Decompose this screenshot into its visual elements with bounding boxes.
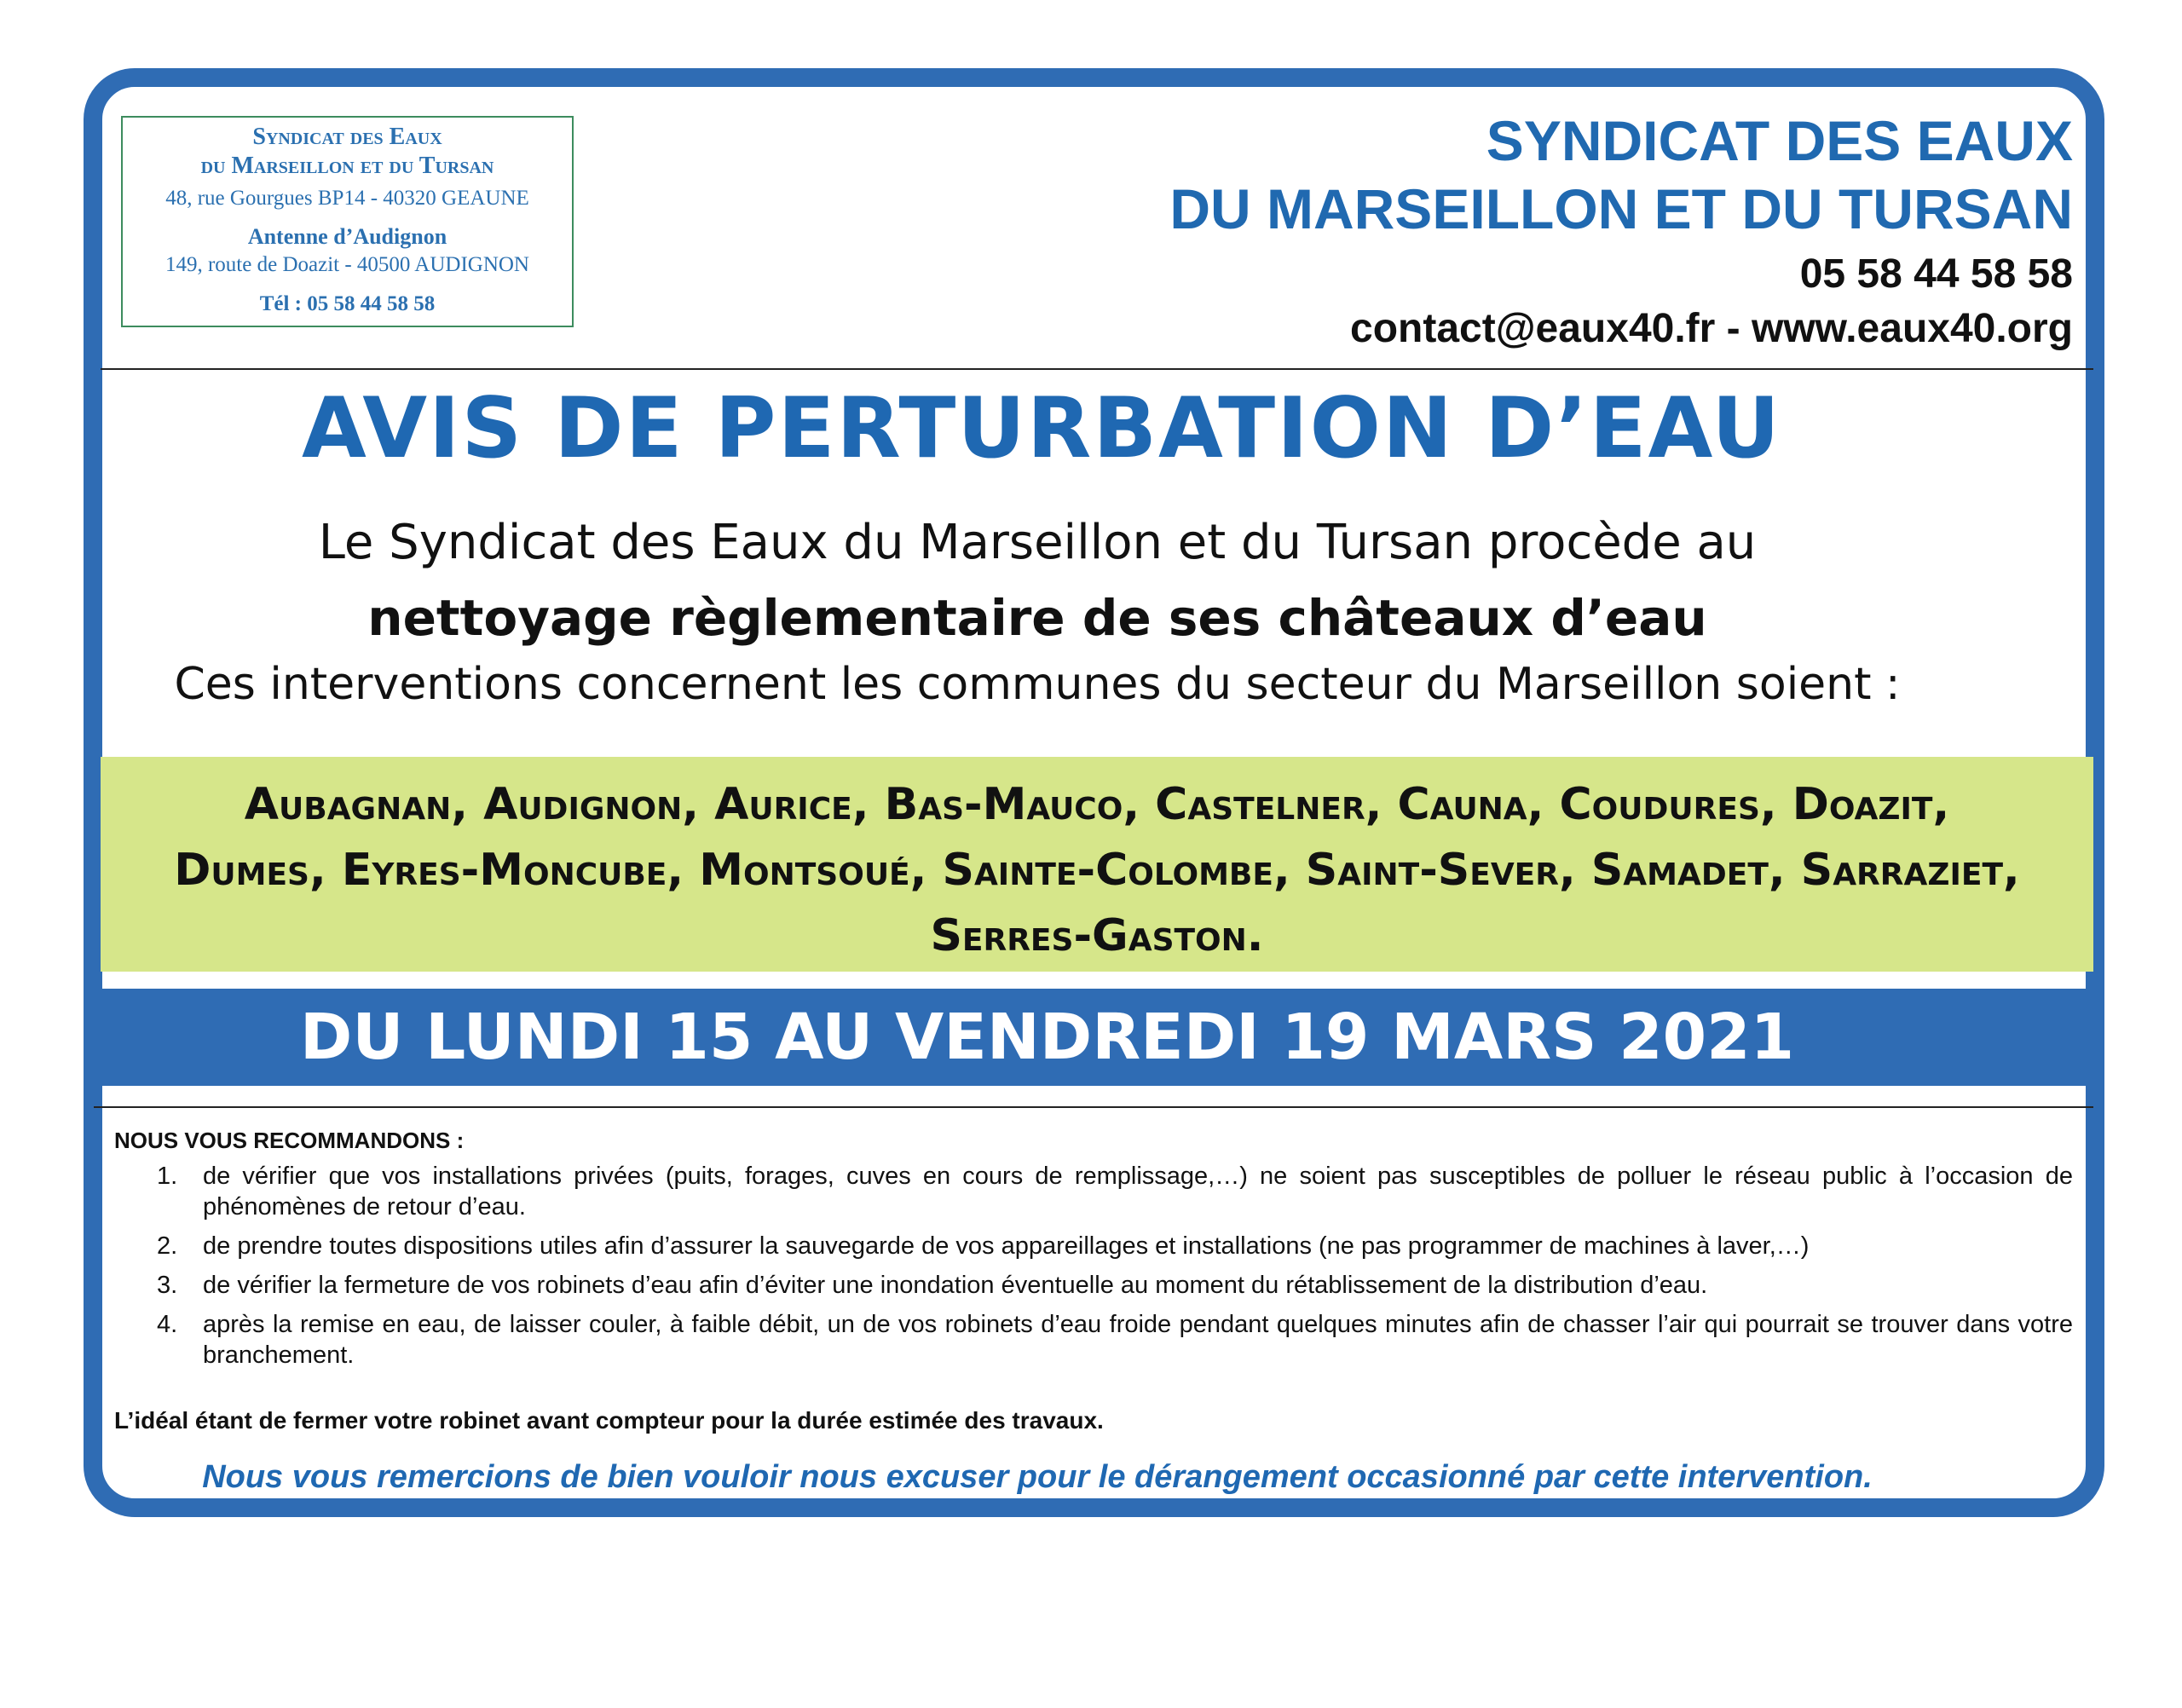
list-item-number: 3. xyxy=(157,1272,178,1299)
list-item xyxy=(114,1270,2073,1301)
list-item xyxy=(114,1161,2073,1222)
list-item xyxy=(114,1309,2073,1370)
communes-line1: Aubagnan, Audignon, Aurice, Bas-Mauco, Castelner, Cauna, Coudures, Doazit, xyxy=(244,779,1950,830)
communes-list-box xyxy=(101,757,2093,972)
apology-message: Nous vous remercions de bien vouloir nous excuser pour le dérangement occasionné par cette intervention. xyxy=(202,1459,1873,1495)
recommendations-list xyxy=(114,1161,2073,1379)
logo-line1: Syndicat des Eaux xyxy=(252,124,442,150)
list-item-text: de prendre toutes dispositions utiles afin d’assurer la sauvegarde de vos appareillages et installations (ne pas programmer de machines à laver,…) xyxy=(203,1232,1810,1260)
logo-line2: du Marseillon et du Tursan xyxy=(200,153,494,179)
logo-address2: 149, route de Doazit - 40500 AUDIGNON xyxy=(165,253,529,276)
intro-line3: Ces interventions concernent les communes du secteur du Marseillon soient : xyxy=(174,659,1901,710)
list-item xyxy=(114,1231,2073,1261)
logo-tel: Tél : 05 58 44 58 58 xyxy=(259,292,436,315)
date-banner: DU LUNDI 15 AU VENDREDI 19 MARS 2021 xyxy=(84,989,2104,1086)
list-item-text: après la remise en eau, de laisser couler, à faible débit, un de vos robinets d’eau froide pendant quelques minutes afin de chasser l’air qui pourrait se trouver dans votre branchement. xyxy=(203,1311,2073,1369)
ideal-note: L’idéal étant de fermer votre robinet avant compteur pour la durée estimée des travaux. xyxy=(114,1407,1104,1434)
phone-number: 05 58 44 58 58 xyxy=(1799,251,2073,297)
list-item-text: de vérifier que vos installations privées (puits, forages, cuves en cours de remplissage,…) ne soient pas susceptibles de polluer le réseau public à l’occasion de phénomènes de retour d’eau. xyxy=(203,1163,2073,1220)
section-divider xyxy=(94,1106,2093,1108)
org-name-line2: DU MARSEILLON ET DU TURSAN xyxy=(1169,177,2073,240)
communes-line3: Serres-Gaston. xyxy=(930,910,1264,961)
page-title: AVIS DE PERTURBATION D’EAU xyxy=(302,380,1781,477)
logo-antenna: Antenne d’Audignon xyxy=(247,224,447,249)
contact-line: contact@eaux40.fr - www.eaux40.org xyxy=(1350,306,2073,351)
list-item-number: 2. xyxy=(157,1232,178,1260)
communes-line2: Dumes, Eyres-Moncube, Montsoué, Sainte-Colombe, Saint-Sever, Samadet, Sarraziet, xyxy=(174,845,2020,896)
syndicat-logo-box xyxy=(121,116,574,327)
list-item-number: 4. xyxy=(157,1311,178,1338)
logo-address1: 48, rue Gourgues BP14 - 40320 GEAUNE xyxy=(165,187,529,210)
intro-line2: nettoyage règlementaire de ses châteaux d’eau xyxy=(367,589,1707,647)
header-divider xyxy=(101,368,2093,370)
list-item-text: de vérifier la fermeture de vos robinets d’eau afin d’éviter une inondation éventuelle au moment du rétablissement de la distribution d’eau. xyxy=(203,1272,1708,1299)
org-name-line1: SYNDICAT DES EAUX xyxy=(1486,109,2073,172)
intro-line1: Le Syndicat des Eaux du Marseillon et du Tursan procède au xyxy=(318,515,1757,570)
recommendations-title: NOUS VOUS RECOMMANDONS : xyxy=(114,1128,465,1153)
list-item-number: 1. xyxy=(157,1163,178,1190)
